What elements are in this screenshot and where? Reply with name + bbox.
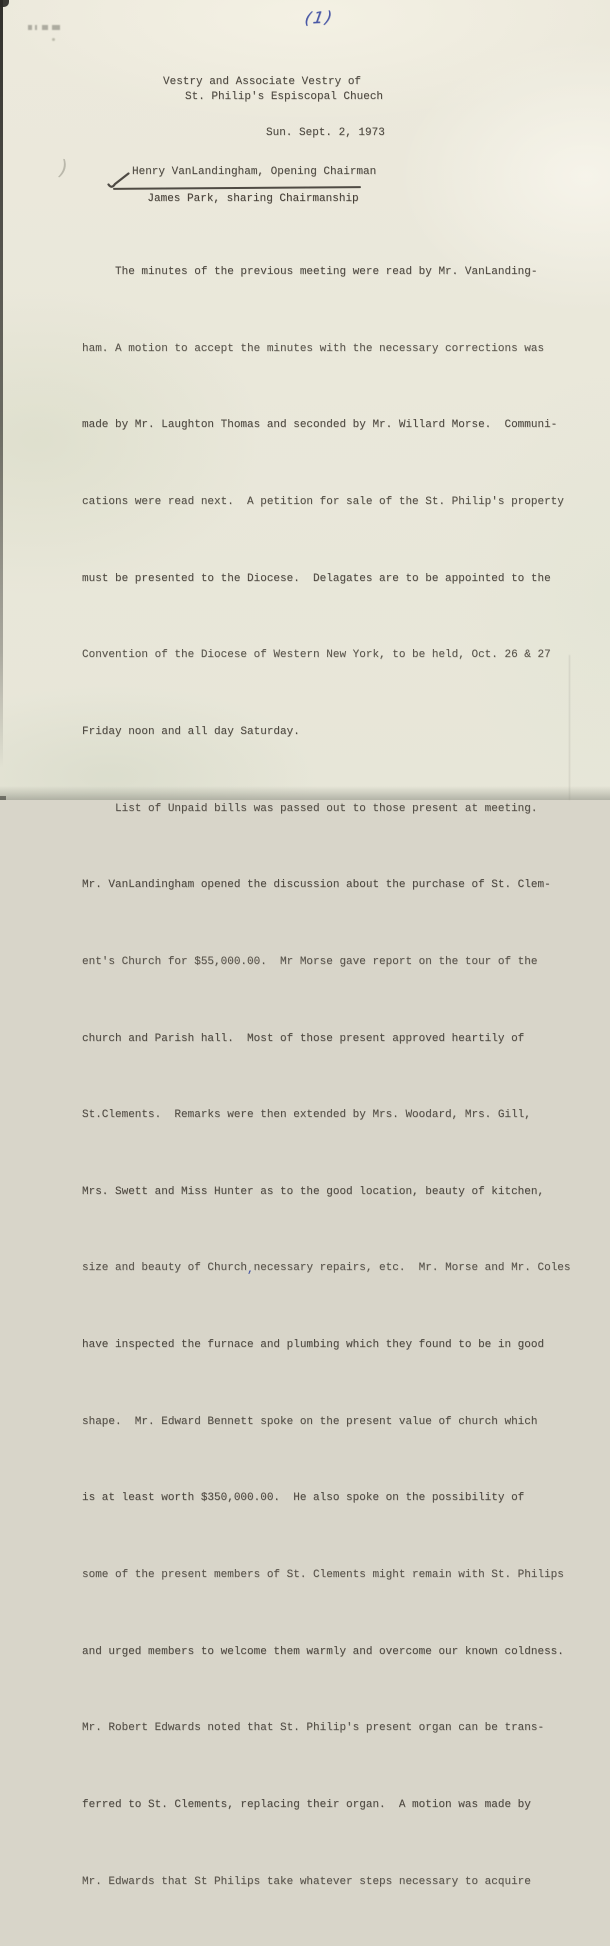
body-line: is at least worth $350,000.00. He also spoke on the possibility of (82, 1492, 525, 1505)
faint-pencil-mark: ) (55, 155, 71, 181)
body-line: The minutes of the previous meeting were read by Mr. VanLanding- (82, 266, 538, 279)
body-line-segment: size and beauty of Church (82, 1262, 248, 1275)
scan-corner-mark (0, 0, 9, 7)
faint-stamp-mark (28, 25, 66, 30)
minutes-body (82, 209, 571, 1946)
body-line: Mr. Robert Edwards noted that St. Philip's present organ can be trans- (82, 1722, 545, 1735)
body-line: church and Parish hall. Most of those present approved heartily of (82, 1032, 525, 1045)
body-line: Mr. Edwards that St Philips take whatever steps necessary to acquire (82, 1875, 531, 1888)
body-line: shape. Mr. Edward Bennett spoke on the present value of church which (82, 1415, 538, 1428)
chairman-line: Henry VanLandingham, Opening Chairman (132, 166, 377, 178)
handwritten-page-number: (1) (303, 7, 336, 28)
body-line: cations were read next. A petition for sale of the St. Philip's property (82, 496, 564, 509)
body-line: ham. A motion to accept the minutes with the necessary corrections was (82, 342, 545, 355)
body-line: Convention of the Diocese of Western New York, to be held, Oct. 26 & 27 (82, 649, 551, 662)
body-line: must be presented to the Diocese. Delagates are to be appointed to the (82, 572, 551, 585)
strikethrough-mark (113, 186, 361, 190)
scan-bottom-corner-mark (0, 796, 6, 800)
body-line: and urged members to welcome them warmly and overcome our known coldness. (82, 1645, 564, 1658)
struck-out-text: James Park, sharing Chairmanship (147, 193, 359, 205)
meeting-date: Sun. Sept. 2, 1973 (266, 127, 385, 139)
faint-stamp-dot (52, 38, 55, 41)
body-line: Mrs. Swett and Miss Hunter as to the good location, beauty of kitchen, (82, 1185, 545, 1198)
body-line: made by Mr. Laughton Thomas and seconded by Mr. Willard Morse. Communi- (82, 419, 558, 432)
scan-left-edge (0, 0, 3, 768)
handwritten-comma: , (247, 1263, 254, 1276)
body-line: have inspected the furnace and plumbing which they found to be in good (82, 1339, 545, 1352)
body-line-with-inserted-comma (82, 1256, 571, 1282)
body-line: Mr. VanLandingham opened the discussion about the purchase of St. Clem- (82, 879, 551, 892)
body-line: List of Unpaid bills was passed out to those present at meeting. (82, 802, 538, 815)
body-line: some of the present members of St. Clements might remain with St. Philips (82, 1568, 564, 1581)
body-line: ferred to St. Clements, replacing their organ. A motion was made by (82, 1798, 531, 1811)
body-line-segment: necessary repairs, etc. Mr. Morse and Mr. Coles (253, 1262, 571, 1275)
body-line: Friday noon and all day Saturday. (82, 725, 300, 738)
body-line: St.Clements. Remarks were then extended by Mrs. Woodard, Mrs. Gill, (82, 1109, 531, 1122)
document-title-line2: St. Philip's Espiscopal Chuech (185, 91, 384, 103)
document-title-line1: Vestry and Associate Vestry of (163, 76, 362, 88)
body-line: ent's Church for $55,000.00. Mr Morse gave report on the tour of the (82, 955, 538, 968)
